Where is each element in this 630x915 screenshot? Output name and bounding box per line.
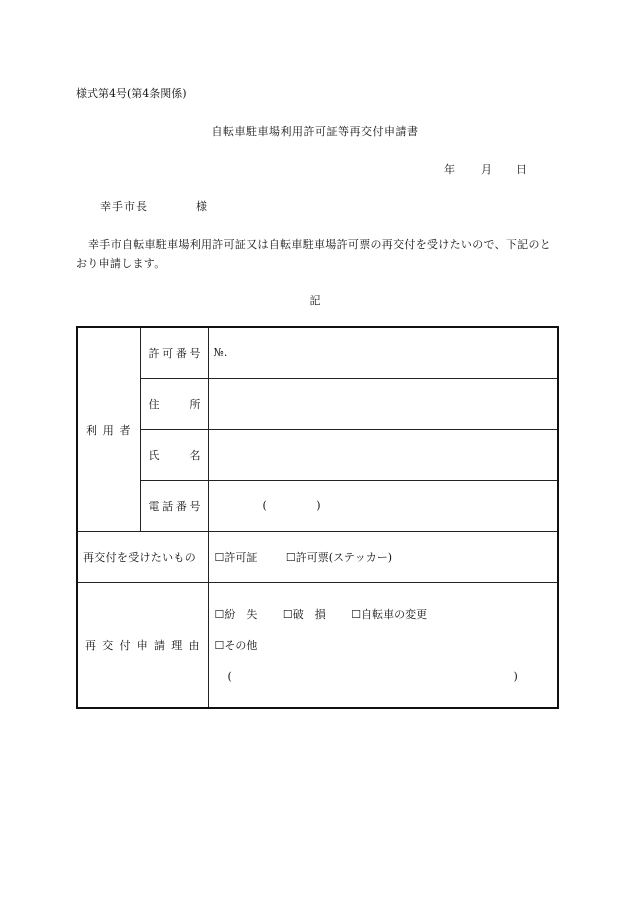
label-char: 住 (148, 397, 160, 411)
phone-field[interactable] (208, 480, 558, 531)
addressee-name: 幸手市長 (100, 200, 148, 213)
date-month-label: 月 (481, 163, 492, 176)
reason-label-cell (77, 583, 208, 708)
label-char: 番 (175, 346, 187, 360)
label-char: 付 (119, 639, 131, 653)
user-group-char: 用 (102, 423, 114, 437)
label-char: 理 (171, 639, 183, 653)
phone-paren-close: ) (316, 499, 321, 513)
address-field[interactable] (208, 378, 558, 429)
label-char: 名 (189, 448, 201, 462)
user-group-label-cell (77, 327, 140, 532)
label-char: 所 (189, 397, 201, 411)
reissue-item-label-cell (77, 532, 208, 583)
phone-paren-open: ( (262, 499, 267, 513)
date-year-label: 年 (444, 163, 455, 176)
permit-number-prefix: №. (213, 346, 228, 360)
bicycle-change-checkbox[interactable]: ☐自転車の変更 (351, 607, 428, 621)
other-paren-open: ( (227, 669, 232, 683)
ki-heading: 記 (309, 294, 321, 307)
label-char: 申 (136, 639, 148, 653)
reissue-item-label: 再交付を受けたいもの (83, 551, 196, 565)
other-reason-field[interactable] (209, 661, 558, 692)
label-char: 号 (189, 346, 201, 360)
phone-label-cell (140, 480, 208, 531)
name-label-cell (140, 429, 208, 480)
user-group-char: 利 (86, 423, 97, 437)
name-field[interactable] (208, 429, 558, 480)
other-paren-close: ) (513, 669, 518, 683)
addressee-honorific: 様 (196, 200, 207, 213)
label-char: 再 (85, 639, 96, 653)
form-reference: 様式第4号(第4条関係) (76, 87, 187, 100)
label-char: 請 (154, 639, 165, 653)
label-char: 交 (102, 639, 114, 653)
date-day-label: 日 (516, 163, 527, 176)
label-char: 氏 (148, 448, 160, 462)
label-char: 電 (148, 499, 160, 513)
application-statement: 幸手市自転車駐車場利用許可証又は自転車駐車場許可票の再交付を受けたいので、下記のとおり申請します。 (76, 238, 552, 270)
other-checkbox[interactable]: ☐その他 (214, 638, 258, 652)
document-title: 自転車駐車場利用許可証等再交付申請書 (211, 125, 419, 138)
permit-number-label-cell (140, 327, 208, 378)
reissue-item-options (208, 532, 558, 583)
label-char: 番 (175, 499, 187, 513)
permit-sticker-checkbox[interactable]: ☐許可票(ステッカー) (285, 551, 393, 565)
permit-card-checkbox[interactable]: ☐許可証 (214, 551, 258, 565)
lost-checkbox[interactable]: ☐紛 失 (214, 607, 258, 621)
damaged-checkbox[interactable]: ☐破 損 (282, 607, 326, 621)
user-group-char: 者 (119, 423, 131, 437)
label-char: 許 (148, 346, 160, 360)
application-form-table (76, 326, 559, 709)
permit-number-field[interactable] (208, 327, 558, 378)
label-char: 可 (162, 346, 174, 360)
address-label-cell (140, 378, 208, 429)
label-char: 由 (188, 639, 200, 653)
label-char: 号 (189, 499, 201, 513)
reason-options (208, 583, 558, 708)
label-char: 話 (162, 499, 174, 513)
